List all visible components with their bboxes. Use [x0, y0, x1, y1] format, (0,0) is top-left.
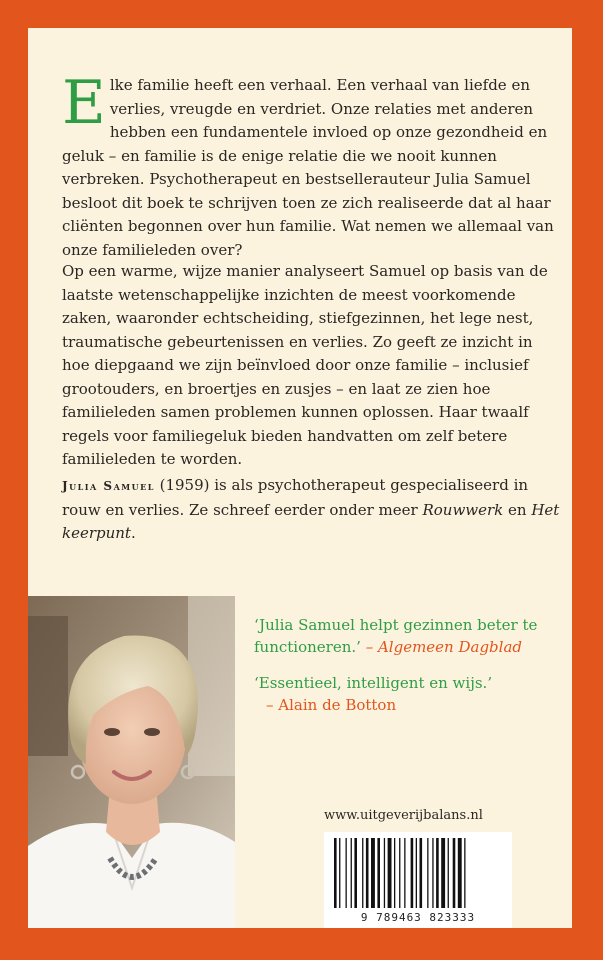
quote-2: [254, 672, 554, 716]
book-title-rouwwerk: Rouwwerk: [422, 500, 504, 519]
barcode-bar: [464, 838, 465, 908]
quote-2-text: ‘Essentieel, intelligent en wijs.’: [254, 674, 493, 692]
barcode-bar: [388, 838, 392, 908]
cream-panel: [28, 28, 572, 928]
author-photo: [28, 596, 235, 928]
barcode-bar: [441, 838, 445, 908]
barcode-bar: [453, 838, 456, 908]
barcode-bar: [448, 838, 449, 908]
isbn-number: 9 789463 823333: [360, 911, 476, 924]
barcode-bar: [362, 838, 363, 908]
quote-1-source: – Algemeen Dagblad: [360, 638, 522, 656]
barcode-bar: [436, 838, 439, 908]
barcode-bar: [354, 838, 357, 908]
author-bio-join: en: [503, 500, 532, 519]
barcode-bar: [384, 838, 385, 908]
barcode-bar: [416, 838, 417, 908]
barcode-bar: [394, 838, 395, 908]
barcode-bar: [432, 838, 433, 908]
dropcap: E: [62, 68, 106, 138]
blurb-paragraph-1-text: lke familie heeft een verhaal. Een verhaal van liefde en verlies, vreugde en verdriet. Onze relaties met anderen hebben een fundamentele invloed op onze gezondheid en geluk – en familie is de enige relatie die we nooit kunnen verbreken. Psychotherapeut en bestsellerauteur Julia Samuel besloot dit boek te schrijven toen ze zich realiseerde dat al haar cliënten begonnen over hun familie. Wat nemen we allemaal van onze familieleden over?: [62, 76, 554, 259]
barcode-bar: [427, 838, 428, 908]
author-bio-end: .: [130, 524, 136, 542]
barcode-bar: [377, 838, 380, 908]
barcode-bar: [458, 838, 462, 908]
barcode-bar: [334, 838, 337, 908]
quote-1: [254, 614, 554, 658]
blurb-paragraph-1: [62, 68, 560, 262]
book-title-het-keerpunt: Het keerpunt: [62, 500, 560, 542]
barcode-bar: [371, 838, 375, 908]
author-bio-text: (1959) is als psychotherapeut gespecialiseerd in rouw en verlies. Ze schreef eerder onder meer: [62, 476, 529, 519]
quote-1-text: ‘Julia Samuel helpt gezinnen beter te functioneren.’: [254, 616, 538, 656]
barcode-bar: [346, 838, 347, 908]
barcode-bar: [351, 838, 352, 908]
barcode-bar: [399, 838, 400, 908]
barcode-bar: [339, 838, 340, 908]
quote-2-source: – Alain de Botton: [266, 696, 397, 714]
barcode-bar: [411, 838, 414, 908]
barcode-bar: [366, 838, 369, 908]
author-name: Julia Samuel: [62, 479, 155, 493]
blurb-paragraph-2: Op een warme, wijze manier analyseert Samuel op basis van de laatste wetenschappelijke inzichten de meest voorkomende zaken, waaronder echtscheiding, stiefgezinnen, het lege nest, traumatische gebeurtenissen en verlies. Zo geeft ze inzicht in hoe diepgaand we zijn beïnvloed door onze familie – inclusief grootouders, en broertjes en zusjes – en laat ze zien hoe familieleden samen problemen kunnen oplossen. Haar twaalf regels voor familiegeluk bieden handvatten om zelf betere familieleden te worden.: [62, 262, 548, 468]
publisher-url: www.uitgeverijbalans.nl: [324, 808, 483, 823]
author-bio: [62, 474, 560, 546]
review-quotes: [254, 614, 554, 716]
isbn-barcode: [324, 832, 512, 928]
barcode-bar: [404, 838, 405, 908]
barcode-bar: [420, 838, 423, 908]
